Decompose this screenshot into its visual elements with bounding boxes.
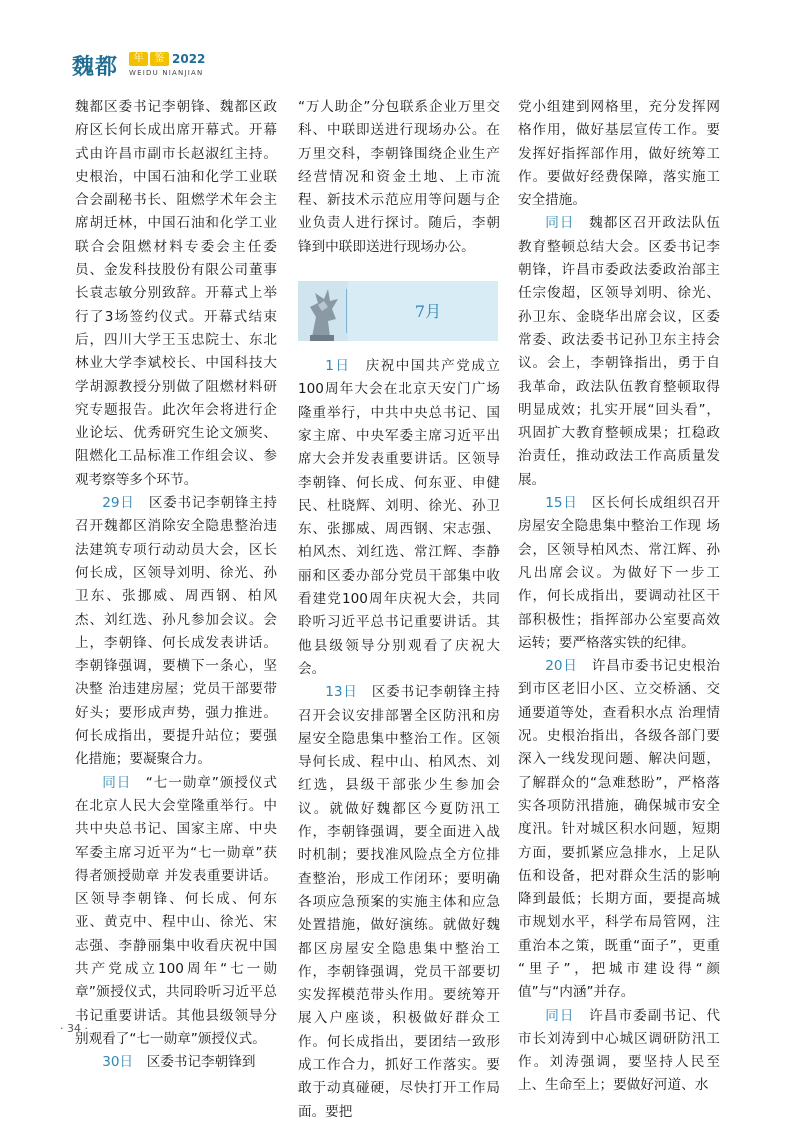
- entry-date: 13日: [325, 684, 358, 701]
- entry-date: 同日: [102, 774, 132, 791]
- logo-year: 2022: [172, 52, 206, 66]
- dated-entry: 1日 庆祝中国共产党成立100周年大会在北京天安门广场隆重举行，中共中央总书记、国家主席、中央军委主席习近平出席大会并发表重要讲话。区领导李朝锋、何长成、何东亚、申健民、杜晓辉、刘明、徐光、孙卫东、张挪威、周西钢、宋志强、柏风杰、刘红选、常江辉、李静丽和区委办部分党员干部集中收看建党100周年庆祝大会，共同聆听习近平总书记重要讲话。其他县级领导分别观看了庆祝大会。: [298, 358, 500, 677]
- logo-title: 魏都: [72, 54, 119, 80]
- month-label: 7月: [414, 302, 442, 322]
- dated-entry: 20日 许昌市委书记史根治到市区老旧小区、立交桥涵、交通要道等处，查看积水点 治理情况。史根治指出，各级各部门要深入一线发现问题、解决问题，了解群众的“急难愁盼”，严格落实各项防汛措施，确保城市安全度汛。针对城区积水问题，短期方面，要抓紧应急排水，上足队伍和设备，把对群众生活的影响降到最低；长期方面，要提高城市规划水平，科学布局管网，注重治本之策，既重“面子”，更重 “里子”，把城市建设得“颜值”与“内涵”并存。: [518, 658, 720, 1001]
- text-column-2: [298, 96, 500, 1124]
- dated-entry: 同日 “七一勋章”颁授仪式在北京人民大会堂隆重举行。中共中央总书记、国家主席、中央军委主席习近平为“七一勋章”获得者颁授勋章 并发表重要讲话。区领导李朝锋、何长成、何东亚、黄克中、程中山、徐光、宋志强、李静丽集中收看庆祝中国共产党成立100周年“七一勋章”颁授仪式，共同聆听习近平总书记重要讲话。其他县级领导分别观看了“七一勋章”颁授仪式。: [75, 774, 278, 1047]
- dated-entry: 同日 许昌市委副书记、代市长刘涛到中心城区调研防汛工作。刘涛强调，要坚持人民至上、生命至上；要做好河道、水: [518, 1007, 720, 1094]
- dated-entry: 同日 魏都区召开政法队伍教育整顿总结大会。区委书记李朝锋，许昌市委政法委政治部主任宗俊超，区领导刘明、徐光、孙卫东、金晓华出席会议，区委常委、政法委书记孙卫东主持会议。会上，李朝锋指出，勇于自我革命，政法队伍教育整顿取得明显成效；扎实开展“回头看”，巩固扩大教育整顿成果；扛稳政治责任，推动政法工作高质量发展。: [518, 215, 720, 488]
- logo-badge-jian: 鉴: [150, 52, 169, 66]
- dated-entry: 29日 区委书记李朝锋主持召开魏都区消除安全隐患整治违 法建筑专项行动动员大会，区长何长成，区领导刘明、徐光、孙卫东、张挪威、周西钢、柏风杰、刘红选、孙凡参加会议。会上，李朝锋、何长成发表讲话。李朝锋强调，要横下一条心，坚决整 治违建房屋；党员干部要带好头；要形成声势，强力推进。何长成指出，要提升站位；要强化措施；要凝聚合力。: [75, 495, 277, 768]
- entry-date: 29日: [102, 495, 135, 512]
- paragraph: 党小组建到网格里，充分发挥网格作用，做好基层宣传工作。要发挥好指挥部作用，做好统筹工作。要做好经费保障，落实施工安全措施。: [518, 99, 720, 209]
- dragon-sculpture-icon: [298, 281, 348, 341]
- text-column-3: [518, 96, 720, 1098]
- entry-date: 20日: [545, 658, 578, 675]
- entry-date: 15日: [545, 495, 578, 512]
- dated-entry: 13日 区委书记李朝锋主持召开会议安排部署全区防汛和房屋安全隐患集中整治工作。区领导何长成、程中山、柏风杰、刘红选，县级干部张少生参加会议。就做好魏都区今夏防汛工作，李朝锋强调，要全面进入战时机制；要找准风险点全方位排查整治，形成工作闭环；要明确各项应急预案的实施主体和应急处置措施，做好演练。就做好魏都区房屋安全隐患集中整治工作，李朝锋强调，党员干部要切实发挥模范带头作用。要统筹开展入户座谈，积极做好群众工作。何长成指出，要团结一致形成工作合力，抓好工作落实。要敢于动真碰硬，尽快打开工作局面。要把: [298, 684, 500, 1120]
- month-banner: [298, 281, 498, 341]
- banner-divider: [346, 289, 347, 333]
- paragraph: “万人助企”分包联系企业万里交科、中联即送进行现场办公。在万里交科，李朝锋围绕企业生产经营情况和资金土地、上市流程、新技术示范应用等问题与企业负责人进行探讨。随后，李朝锋到中联即送进行现场办公。: [298, 99, 500, 255]
- entry-date: 1日: [325, 358, 351, 375]
- entry-date: 同日: [545, 1007, 575, 1024]
- dated-entry: 15日 区长何长成组织召开房屋安全隐患集中整治工作现 场会，区领导柏风杰、常江辉、孙凡出席会议。为做好下一步工作，何长成指出，要调动社区干部积极性；指挥部办公室要高效运转；要严格落实铁的纪律。: [518, 495, 720, 651]
- logo-subtitle: WEIDU NIANJIAN: [129, 69, 204, 77]
- entry-date: 同日: [545, 215, 575, 232]
- logo-badge-nian: 年: [129, 52, 148, 66]
- text-column-1: [75, 96, 277, 1074]
- entry-date: 30日: [102, 1054, 134, 1071]
- dated-entry: 30日 区委书记李朝锋到: [102, 1054, 256, 1071]
- page-number: · 34 ·: [60, 1022, 88, 1035]
- paragraph: 魏都区委书记李朝锋、魏都区政府区长何长成出席开幕式。开幕式由许昌市副市长赵淑红主持。史根治，中国石油和化学工业联合会副秘书长、阻燃学术年会主席胡迁林，中国石油和化学工业联合会阻燃材料专委会主任委员、金发科技股份有限公司董事长袁志敏分别致辞。开幕式上举行了3场签约仪式。开幕式结束后，四川大学王玉忠院士、东北林业大学李斌校长、中国科技大学胡源教授分别做了阻燃材料研究专题报告。此次年会将进行企业论坛、优秀研究生论文颁奖、阻燃化工品标准工作组会议、参观考察等多个环节。: [75, 99, 277, 488]
